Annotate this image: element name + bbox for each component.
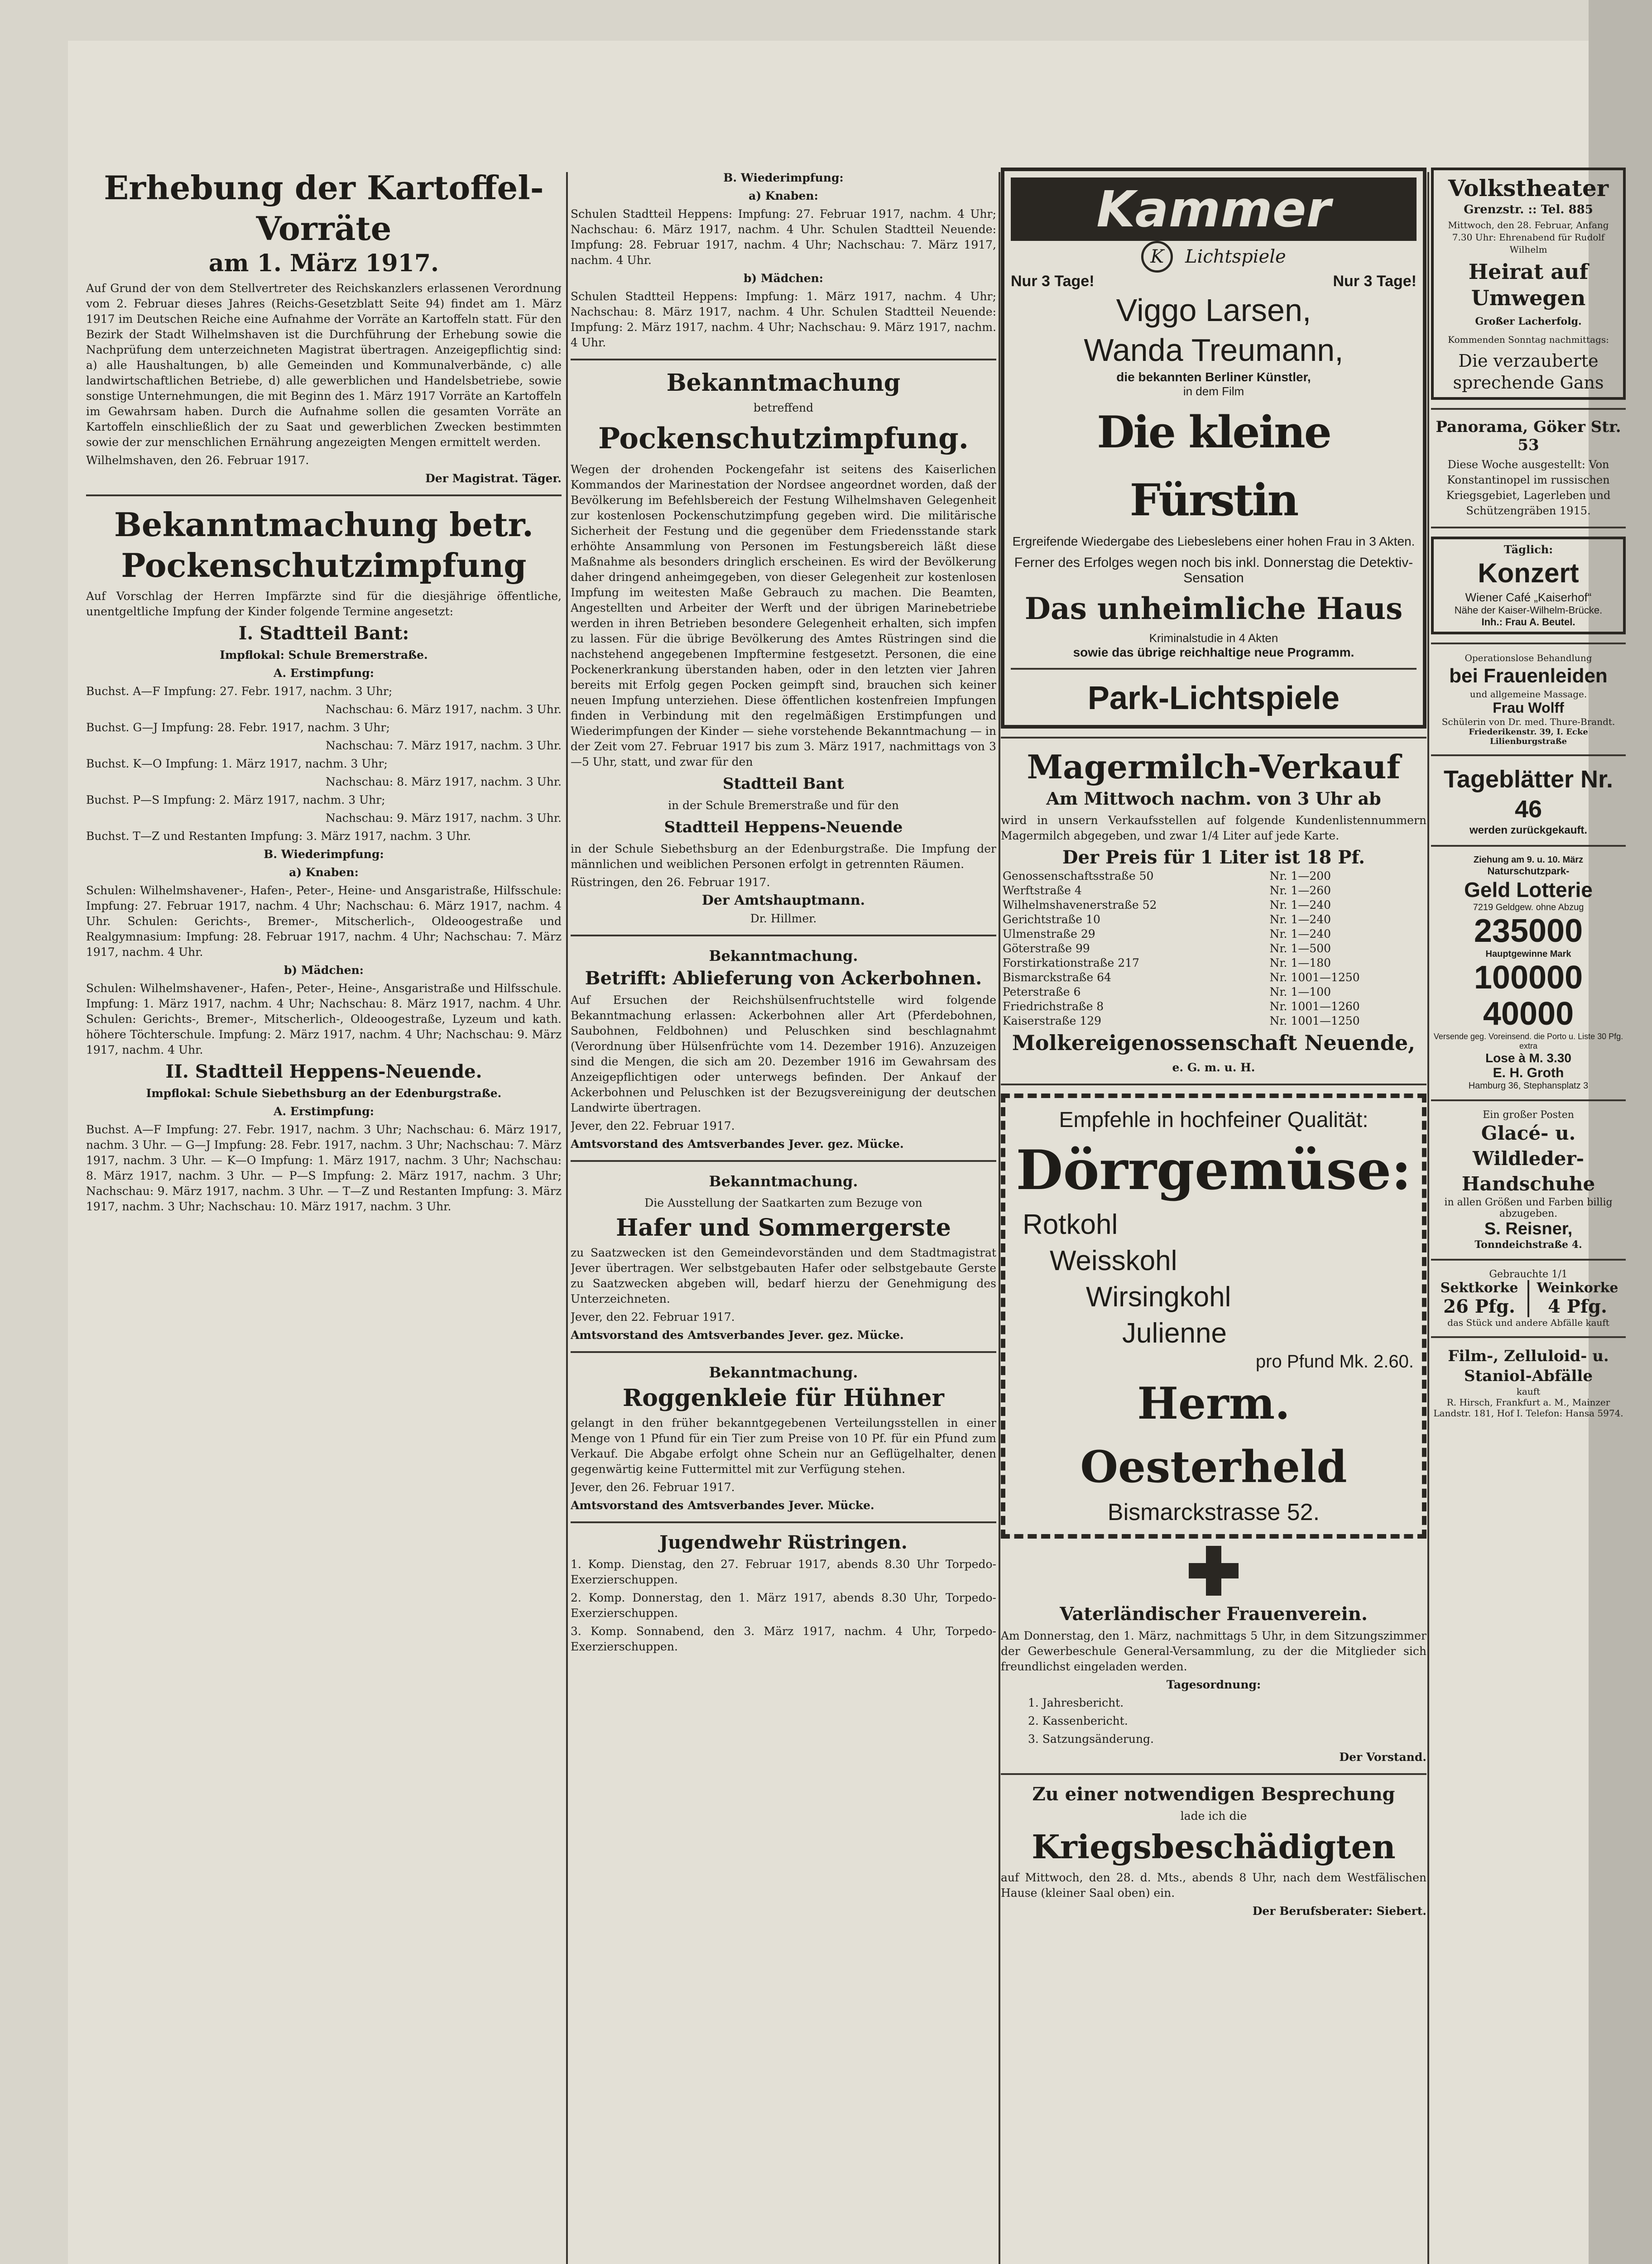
cork-price: 26 Pfg. <box>1443 1296 1515 1317</box>
gloves-sub: in allen Größen und Farben billig abzugeben. <box>1444 1197 1613 1219</box>
lottery-seller: E. H. Groth <box>1493 1065 1564 1080</box>
divider <box>1431 1099 1626 1101</box>
lottery-title: Geld Lotterie <box>1464 878 1593 902</box>
panorama-title: Panorama, Göker Str. 53 <box>1436 418 1621 454</box>
oats-signature: Amtsvorstand des Amtsverbandes Jever. gez. Mücke. <box>571 1329 904 1342</box>
column-1 <box>86 168 562 2264</box>
women-care-sub: und allgemeine Massage. <box>1470 689 1587 700</box>
location-heppens: Stadtteil Heppens-Neuende <box>664 818 903 836</box>
column-3 <box>1001 168 1426 2264</box>
shop-address: Wilhelmshavenerstraße 52 <box>1003 898 1157 911</box>
divider <box>1431 845 1626 847</box>
potato-survey-signature: Der Magistrat. Täger. <box>425 472 562 485</box>
vaccination-location-1: Impflokal: Schule Bremerstraße. <box>220 648 428 662</box>
bran-signature: Amtsvorstand des Amtsverbandes Jever. Mücke. <box>571 1499 874 1512</box>
announcement-subtitle: betreffend <box>753 401 814 414</box>
potato-survey-body: Auf Grund der von dem Stellvertreter des Reichskanzlers erlassenen Verordnung vom 2. Februar dieses Jahres (Reichs-Gesetzblatt Seite 94) findet am 1. März 1917 im Deutschen Reiche eine Aufnahme der Vorräte an Kartoffeln statt. Für den Bezirk der Stadt Wilhelmshaven ist die Durchführung der Erhebung sowie die Nachprüfung dem unterzeichneten Magistrat übertragen. Anzeigepflichtig sind: a) alle Haushaltungen, b) alle Gemeinden und Kommunalverbände, c) alle landwirtschaftlichen Betriebe, d) alle gewerblichen und Handelsbetriebe, sowie sonstige Unternehmungen, die mit Beginn des 1. März 1917 Vorräte an Kartoffeln im Gewahrsam haben. Durch die Aufnahme sollen die gesamten Vorräte an Kartoffeln einschließlich der zu Saat und gewerblichen Zwecken bestimmten sowie der zur menschlichen Ernährung angezeigten Mengen ermittelt werden. <box>86 282 562 449</box>
folk-theater-title: Volkstheater <box>1448 175 1609 201</box>
shop-numbers: Nr. 1—260 <box>1269 884 1331 897</box>
divider <box>571 1521 996 1523</box>
potato-survey-title: Erhebung der Kartoffel-Vorräte <box>104 168 544 248</box>
dairy-signature-sub: e. G. m. u. H. <box>1172 1061 1255 1074</box>
bran-title: Roggenkleie für Hühner <box>622 1384 945 1412</box>
folk-theater-text: Mittwoch, den 28. Februar, Anfang 7.30 Uhr: Ehrenabend für Rudolf Wilhelm <box>1448 220 1609 255</box>
lottery-date: Ziehung am 9. u. 10. März <box>1473 855 1584 865</box>
folk-theater-play-sub: Großer Lacherfolg. <box>1475 316 1582 327</box>
vaccination-location-2: Impflokal: Schule Siebethsburg an der Edenburgstraße. <box>146 1087 502 1100</box>
concert-daily: Täglich: <box>1503 543 1553 556</box>
youth-corps-row: 3. Komp. Sonnabend, den 3. März 1917, nachm. 4 Uhr, Torpedo-Exerzierschuppen. <box>571 1625 996 1653</box>
womens-club-title: Vaterländischer Frauenverein. <box>1060 1603 1368 1625</box>
cork-name: Sektkorke <box>1440 1280 1518 1296</box>
schedule-row: Buchst. A—F Impfung: 27. Febr. 1917, nachm. 3 Uhr; <box>86 685 393 698</box>
column-rule-3 <box>1427 172 1429 2264</box>
shop-numbers: Nr. 1—500 <box>1269 942 1331 955</box>
newspaper-buyback-title: Tageblätter Nr. 46 <box>1443 766 1614 823</box>
cinema-ad <box>1001 168 1426 729</box>
cinema-artists: die bekannten Berliner Künstler, <box>1116 370 1311 384</box>
boys-schedule: Schulen Stadtteil Heppens: Impfung: 27. Februar 1917, nachm. 4 Uhr; Nachschau: 6. März 1917, nachm. 4 Uhr. Schulen Stadtteil Neuende: Impfung: 28. Februar 1917, nachm. 4 Uhr; Nachschau: 7. März 1917, nachm. 4 Uhr. <box>571 207 996 267</box>
cinema-film-title: Die kleine Fürstin <box>1097 407 1330 526</box>
girls-schedule: Schulen: Wilhelmshavener-, Hafen-, Peter-, Heine-, Ansgaristraße und Hilfsschule. Impfung: 1. März 1917, nachm. 4 Uhr; Nachschau: 8. März 1917, nachm. 4 Uhr. Schulen: Gerichts-, Bremer-, Mitscherlich-, Oldeoogestraße, Lyzeum und kath. höhere Töchterschule. Impfung: 2. März 1917, nachm. 4 Uhr; Nachschau: 9. März 1917, nachm. 4 Uhr. <box>86 982 562 1056</box>
vegetable-item: Wirsingkohl <box>1086 1281 1231 1313</box>
pox-vaccination-signer: Der Amtshauptmann. <box>701 892 865 908</box>
womens-club-signature: Der Vorstand. <box>1339 1751 1426 1764</box>
women-care-address: Friederikenstr. 39, I. Ecke Lilienburgstraße <box>1469 727 1588 746</box>
location-bant: Stadtteil Bant <box>723 775 844 793</box>
schedule-row: Buchst. G—J Impfung: 28. Febr. 1917, nachm. 3 Uhr; <box>86 721 390 734</box>
gloves-seller: S. Reisner, <box>1484 1219 1573 1238</box>
girls-label: b) Mädchen: <box>743 272 824 285</box>
divider <box>1011 668 1417 670</box>
vegetable-price: pro Pfund Mk. 2.60. <box>1255 1352 1414 1372</box>
table-row <box>1001 941 1426 956</box>
shop-address: Genossenschaftsstraße 50 <box>1003 869 1154 883</box>
veterans-signature: Der Berufsberater: Siebert. <box>1252 1904 1426 1918</box>
veterans-body: auf Mittwoch, den 28. d. Mts., abends 8 Uhr, nach dem Westfälischen Hause (kleiner Saal oben) ein. <box>1001 1871 1426 1899</box>
divider <box>1431 643 1626 644</box>
bran-heading: Bekanntmachung. <box>709 1364 858 1381</box>
revaccination-label: B. Wiederimpfung: <box>264 848 384 861</box>
lottery-prize-label: Hauptgewinne Mark <box>1485 949 1571 959</box>
cinema-days-left: Nur 3 Tage! <box>1011 273 1095 290</box>
shop-numbers: Nr. 1001—1250 <box>1269 1014 1360 1027</box>
column-2 <box>571 168 996 2264</box>
revaccination-heading: B. Wiederimpfung: <box>723 171 844 184</box>
shop-numbers: Nr. 1—200 <box>1269 869 1331 883</box>
boys-label: a) Knaben: <box>289 866 359 879</box>
lottery-prize-2: 100000 <box>1474 959 1583 996</box>
womens-club-body: Am Donnerstag, den 1. März, nachmittags 5 Uhr, in dem Sitzungszimmer der Gewerbeschule General-Versammlung, zu der die Mitglieder sich freundlichst eingeladen werden. <box>1001 1629 1426 1673</box>
concert-owner: Inh.: Frau A. Beutel. <box>1481 616 1575 628</box>
beans-subject: Betrifft: Ablieferung von Ackerbohnen. <box>585 968 982 989</box>
vegetable-item: Julienne <box>1122 1318 1227 1349</box>
shop-address: Kaiserstraße 129 <box>1003 1014 1102 1027</box>
folk-theater-ad <box>1431 168 1626 400</box>
table-row <box>1001 883 1426 898</box>
cinema-logo-subtext: Lichtspiele <box>1185 246 1286 267</box>
shop-numbers: Nr. 1—240 <box>1269 927 1331 940</box>
women-care-intro: Operationslose Behandlung <box>1465 652 1592 663</box>
location-bant-text: in der Schule Bremerstraße und für den <box>668 799 899 812</box>
concert-ad <box>1431 537 1626 634</box>
divider <box>86 494 562 496</box>
film-waste-address: R. Hirsch, Frankfurt a. M., Mainzer Landstr. 181, Hof I. Telefon: Hansa 5974. <box>1433 1397 1623 1419</box>
divider <box>1431 754 1626 756</box>
skim-milk-table <box>1001 869 1426 1028</box>
divider <box>571 359 996 360</box>
schedule-row: Nachschau: 6. März 1917, nachm. 3 Uhr. <box>326 703 562 716</box>
first-vaccination-schedule <box>86 684 562 844</box>
announcement-title: Bekanntmachung <box>666 369 901 397</box>
merchant-address: Bismarckstrasse 52. <box>1107 1499 1320 1525</box>
schedule-row: Nachschau: 7. März 1917, nachm. 3 Uhr. <box>326 739 562 752</box>
cinema-film-title-2: Das unheimliche Haus <box>1024 591 1403 626</box>
gloves-title: Glacé- u. Wildleder-Handschuhe <box>1461 1122 1595 1195</box>
cinema-logo <box>1011 177 1417 241</box>
shop-numbers: Nr. 1—240 <box>1269 898 1331 911</box>
divider <box>1001 1773 1426 1775</box>
gloves-address: Tonndeichstraße 4. <box>1474 1239 1582 1251</box>
schedule-row: Buchst. P—S Impfung: 2. März 1917, nachm. 3 Uhr; <box>86 793 385 806</box>
gloves-intro: Ein großer Posten <box>1483 1109 1574 1121</box>
merchant-name: Herm. Oesterheld <box>1080 1378 1347 1492</box>
concert-title: Konzert <box>1478 558 1579 588</box>
women-care-school: Schülerin von Dr. med. Thure-Brandt. <box>1441 716 1615 727</box>
oats-body: zu Saatzwecken ist den Gemeindevorständen und dem Stadtmagistrat Jever übertragen. Wer selbstgebauten Hafer oder selbstgebaute Gerste zu Saatzwecken abgeben will, bedarf hierzu der Genehmigung des Unterzeichneten. <box>571 1246 996 1305</box>
film-waste-title: Film-, Zelluloid- u. Staniol-Abfälle <box>1448 1347 1609 1385</box>
cinema-badge-icon: K <box>1141 241 1173 273</box>
table-row <box>1001 927 1426 941</box>
film-waste-sub: kauft <box>1516 1386 1541 1397</box>
youth-corps-row: 1. Komp. Dienstag, den 27. Februar 1917, abends 8.30 Uhr Torpedo-Exerzierschuppen. <box>571 1558 996 1586</box>
shop-address: Friedrichstraße 8 <box>1003 1000 1104 1013</box>
oats-title: Hafer und Sommergerste <box>616 1214 951 1242</box>
newspaper-buyback-sub: werden zurückgekauft. <box>1469 824 1588 836</box>
lottery-prize-1: 235000 <box>1474 913 1583 949</box>
veterans-sub: lade ich die <box>1180 1809 1247 1823</box>
shop-address: Werftstraße 4 <box>1003 884 1082 897</box>
corks-intro: Gebrauchte 1/1 <box>1489 1269 1568 1280</box>
oats-intro: Die Ausstellung der Saatkarten zum Bezuge von <box>644 1196 922 1209</box>
bran-place: Jever, den 26. Februar 1917. <box>571 1481 735 1494</box>
cinema-actor-1: Viggo Larsen, <box>1116 293 1311 328</box>
skim-milk-body: wird in unsern Verkaufsstellen auf folgende Kundenlistennummern Magermilch abgegeben, und zwar 1/4 Liter auf jede Karte. <box>1001 814 1426 842</box>
veterans-big: Kriegsbeschädigten <box>1032 1828 1396 1866</box>
pox-vaccination-place: Rüstringen, den 26. Februar 1917. <box>571 876 770 889</box>
cinema-film-desc: Ergreifende Wiedergabe des Liebeslebens einer hohen Frau in 3 Akten. <box>1012 534 1415 548</box>
cinema-program: sowie das übrige reichhaltige neue Programm. <box>1073 645 1354 659</box>
column-4 <box>1431 168 1626 2264</box>
cork-price: 4 Pfg. <box>1548 1296 1607 1317</box>
lottery-address: Hamburg 36, Stephansplatz 3 <box>1468 1081 1589 1091</box>
shop-address: Bismarckstraße 64 <box>1003 971 1111 984</box>
column-rule-1 <box>566 172 568 2264</box>
folk-theater-play-2: Die verzauberte sprechende Gans <box>1453 351 1604 393</box>
shop-numbers: Nr. 1—100 <box>1269 985 1331 998</box>
cinema-more: Ferner des Erfolges wegen noch bis inkl. Donnerstag die Detektiv-Sensation <box>1014 555 1413 585</box>
skim-milk-title: Magermilch-Verkauf <box>1027 748 1401 786</box>
lottery-shipping: Versende geg. Voreinsend. die Porto u. Liste 30 Pfg. extra <box>1433 1032 1623 1050</box>
first-vaccination-label: A. Erstimpfung: <box>274 667 374 680</box>
skim-milk-price: Der Preis für 1 Liter ist 18 Pf. <box>1062 847 1365 868</box>
cinema-days-right: Nur 3 Tage! <box>1333 273 1417 290</box>
column-rule-2 <box>999 172 1000 2264</box>
youth-corps-row: 2. Komp. Donnerstag, den 1. März 1917, abends 8.30 Uhr, Torpedo-Exerzierschuppen. <box>571 1591 996 1620</box>
veterans-title: Zu einer notwendigen Besprechung <box>1032 1784 1395 1805</box>
dried-vegetables-title: Dörrgemüse: <box>1016 1138 1412 1202</box>
agenda-item: 1. Jahresbericht. <box>1028 1696 1124 1709</box>
cinema-logo-sub <box>1011 241 1417 273</box>
beans-place: Jever, den 22. Februar 1917. <box>571 1119 735 1132</box>
dried-vegetables-intro: Empfehle in hochfeiner Qualität: <box>1059 1108 1369 1132</box>
vegetable-item: Weisskohl <box>1050 1245 1177 1276</box>
womens-club-agenda: Tagesordnung: <box>1166 1678 1261 1691</box>
schedule-row: Nachschau: 8. März 1917, nachm. 3 Uhr. <box>326 775 562 788</box>
table-row <box>1001 912 1426 927</box>
skim-milk-time: Am Mittwoch nachm. von 3 Uhr ab <box>1046 788 1381 809</box>
divider <box>571 1160 996 1162</box>
beans-signature: Amtsvorstand des Amtsverbandes Jever. gez. Mücke. <box>571 1137 904 1151</box>
women-care-title: bei Frauenleiden <box>1449 665 1608 687</box>
table-row <box>1001 869 1426 883</box>
cinema-film-desc-2: Kriminalstudie in 4 Akten <box>1149 631 1278 645</box>
concert-cafe: Wiener Café „Kaiserhof“ <box>1465 590 1592 604</box>
beans-body: Auf Ersuchen der Reichshülsenfruchtstelle wird folgende Bekanntmachung erlassen: Ackerbohnen aller Art (Pferdebohnen, Saubohnen, Feldbohnen) und Peluschken sind beschlagnahmt (Verordnung über Hülsenfrüchte vom 14. Dezember 1916). Anzuzeigen sind die Mengen, die sich am 20. Dezember 1916 im Gewahrsam des Anzeigepflichtigen oder unterwegs befinden. Der Ankauf der Ackerbohnen und Peluschken ist der Bezugsvereinigung der deutschen Landwirte übertragen. <box>571 993 996 1114</box>
vegetable-item: Rotkohl <box>1023 1209 1118 1240</box>
schedule-row: Buchst. T—Z und Restanten Impfung: 3. März 1917, nachm. 3 Uhr. <box>86 830 471 843</box>
vaccination-title: Bekanntmachung betr. Pockenschutzimpfung <box>114 505 534 585</box>
pox-vaccination-title: Pockenschutzimpfung. <box>598 422 969 456</box>
oats-heading: Bekanntmachung. <box>709 1173 858 1190</box>
divider <box>1001 1084 1426 1085</box>
youth-corps-title: Jugendwehr Rüstringen. <box>659 1532 908 1553</box>
table-row <box>1001 985 1426 999</box>
panorama-text: Diese Woche ausgestellt: Von Konstantinopel im russischen Kriegsgebiet, Lagerleben und Schützengräben 1915. <box>1446 458 1611 517</box>
folk-theater-play: Heirat auf Umwegen <box>1468 259 1589 310</box>
schedule-row: Nachschau: 9. März 1917, nachm. 3 Uhr. <box>326 811 562 825</box>
boys-label: a) Knaben: <box>749 189 818 202</box>
cinema-days-row <box>1011 273 1417 290</box>
boys-schedule: Schulen: Wilhelmshavener-, Hafen-, Peter-, Heine- und Ansgaristraße, Hilfsschule: Impfung: 27. Februar 1917, nachm. 4 Uhr; Nachschau: 6. März 1917, nachm. 4 Uhr. Schulen: Gerichts-, Bremer-, Mitscherlich-, Oldeoogestraße und Realgymnasium: Impfung: 28. Februar 1917, nachm. 4 Uhr; Nachschau: 7. März 1917, nachm. 4 Uhr. <box>86 884 562 959</box>
location-heppens-text: in der Schule Siebethsburg an der Edenburgstraße. Die Impfung der männlichen und weiblichen Personen erfolgt in getrennten Räumen. <box>571 842 996 871</box>
cinema-logo-text: Kammer <box>1096 180 1331 238</box>
divider <box>571 1351 996 1353</box>
shop-numbers: Nr. 1001—1260 <box>1269 1000 1360 1013</box>
cork-name: Weinkorke <box>1537 1280 1618 1296</box>
lottery-sub: Naturschutzpark- <box>1487 865 1570 877</box>
concert-location: Nähe der Kaiser-Wilhelm-Brücke. <box>1454 604 1603 616</box>
shop-numbers: Nr. 1001—1250 <box>1269 971 1360 984</box>
cinema-in-film: in dem Film <box>1183 384 1244 398</box>
shop-numbers: Nr. 1—240 <box>1269 913 1331 926</box>
shop-address: Gerichtstraße 10 <box>1003 913 1100 926</box>
divider <box>571 935 996 936</box>
beans-heading: Bekanntmachung. <box>709 947 858 964</box>
shop-address: Göterstraße 99 <box>1003 942 1090 955</box>
table-row <box>1001 999 1426 1014</box>
bran-body: gelangt in den früher bekanntgegebenen Verteilungsstellen in einer Menge von 1 Pfund für ein Tier zum Preise von 10 Pf. für ein Pfund zum Verkauf. Die Abgabe erfolgt ohne Schein nur an Geflügelhalter, denen gegenwärtig keine Futtermittel mit zur Verfügung stehen. <box>571 1416 996 1476</box>
table-row <box>1001 1014 1426 1028</box>
oats-place: Jever, den 22. Februar 1917. <box>571 1310 735 1324</box>
table-row <box>1001 956 1426 970</box>
shop-address: Forstirkationstraße 217 <box>1003 956 1139 969</box>
divider <box>1431 1259 1626 1261</box>
vaccination-section-1: I. Stadtteil Bant: <box>238 623 409 644</box>
vaccination-section-2: II. Stadtteil Heppens-Neuende. <box>165 1061 482 1082</box>
agenda-item: 2. Kassenbericht. <box>1028 1714 1128 1727</box>
pox-vaccination-body: Wegen der drohenden Pockengefahr ist seitens des Kaiserlichen Kommandos der Marinestation der Nordsee angeordnet worden, daß der Bevölkerung im Befehlsbereich der Festung Wilhelmshaven Gelegenheit zur kostenlosen Pockenschutzimpfung gegeben wird. Die militärische Sicherheit der Festung und die gegenüber dem Friedensstande stark erhöhte Ansammlung von Personen im Festungsbereich läßt diese Maßnahme als besonders dringlich erscheinen. Es wird der Bevölkerung daher dringend anheimgegeben, von dieser Gelegenheit zur kostenlosen Impfung im weitesten Maße Gebrauch zu machen. Die Beamten, Angestellten und Arbeiter der Werft und der übrigen Marinebetriebe werden in ihren Betrieben besondere Gelegenheit erhalten, sich impfen zu lassen. Für die übrige Bevölkerung des Amtes Rüstringen sind die nachstehend angegebenen Impftermine festgesetzt. Personen, die eine Pockenerkrankung überstanden haben, oder in den letzten vier Jahren bereits mit Erfolg gegen Pocken geimpft sind, brauchen sich keiner neuen Impfung unterziehen. Diese öffentlichen kostenfreien Impfungen finden in Verbindung mit den regelmäßigen Erstimpfungen und Wiederimpfungen der Kinder — siehe vorstehende Bekanntmachung — in der Zeit vom 27. Februar 1917 bis zum 3. März 1917, nachmittags von 3—5 Uhr, statt, und zwar für den <box>571 463 996 768</box>
potato-survey-place: Wilhelmshaven, den 26. Februar 1917. <box>86 454 309 467</box>
divider <box>1431 408 1626 410</box>
divider <box>1431 527 1626 528</box>
potato-survey-date: am 1. März 1917. <box>208 249 439 277</box>
agenda-item: 3. Satzungsänderung. <box>1028 1732 1154 1746</box>
divider <box>1431 1336 1626 1338</box>
cinema-actor-2: Wanda Treumann, <box>1084 332 1344 368</box>
shop-numbers: Nr. 1—180 <box>1269 956 1331 969</box>
cinema-name: Park-Lichtspiele <box>1087 680 1340 716</box>
divider <box>1001 737 1426 739</box>
dairy-signature: Molkereigenossenschaft Neuende, <box>1012 1031 1416 1055</box>
cork-type-a <box>1431 1280 1529 1317</box>
shop-address: Ulmenstraße 29 <box>1003 927 1095 940</box>
table-row <box>1001 970 1426 985</box>
girls-schedule: Schulen Stadtteil Heppens: Impfung: 1. März 1917, nachm. 4 Uhr; Nachschau: 8. März 1917, nachm. 4 Uhr. Schulen Stadtteil Neuende: Impfung: 2. März 1917, nachm. 4 Uhr; Nachschau: 9. März 1917, nachm. 4 Uhr. <box>571 290 996 349</box>
lottery-price: Lose à M. 3.30 <box>1485 1051 1571 1065</box>
schedule-row: Buchst. K—O Impfung: 1. März 1917, nachm. 3 Uhr; <box>86 757 388 770</box>
lottery-prize-3: 40000 <box>1483 996 1574 1032</box>
women-care-name: Frau Wolff <box>1493 700 1564 716</box>
girls-label: b) Mädchen: <box>283 964 364 977</box>
first-vaccination-schedule-2: Buchst. A—F Impfung: 27. Febr. 1917, nachm. 3 Uhr; Nachschau: 6. März 1917, nachm. 3 Uhr. — G—J Impfung: 28. Febr. 1917, nachm. 3 Uhr; Nachschau: 7. März 1917, nachm. 3 Uhr. — K—O Impfung: 1. März 1917, nachm. 3 Uhr; Nachschau: 8. März 1917, nachm. 3 Uhr. — P—S Impfung: 2. März 1917, nachm. 3 Uhr; Nachschau: 9. März 1917, nachm. 3 Uhr. — T—Z und Restanten Impfung: 3. März 1917, nachm. 3 Uhr; Nachschau: 10. März 1917, nachm. 3 Uhr. <box>86 1123 562 1213</box>
table-row <box>1001 898 1426 912</box>
vaccination-intro: Auf Vorschlag der Herren Impfärzte sind für die diesjährige öffentliche, unentgeltliche Impfung der Kinder folgende Termine angesetzt: <box>86 590 562 618</box>
pox-vaccination-name: Dr. Hillmer. <box>750 912 817 925</box>
lottery-count: 7219 Geldgew. ohne Abzug <box>1473 902 1584 912</box>
cork-type-b <box>1529 1280 1626 1317</box>
dried-vegetables-ad <box>1001 1094 1426 1539</box>
first-vaccination-label-2: A. Erstimpfung: <box>274 1105 374 1118</box>
corks-row <box>1431 1280 1626 1317</box>
corks-text: das Stück und andere Abfälle kauft <box>1447 1317 1609 1328</box>
folk-theater-address: Grenzstr. :: Tel. 885 <box>1464 203 1593 216</box>
folk-theater-sunday: Kommenden Sonntag nachmittags: <box>1448 334 1609 345</box>
red-cross-icon <box>1189 1546 1239 1596</box>
shop-address: Peterstraße 6 <box>1003 985 1081 998</box>
